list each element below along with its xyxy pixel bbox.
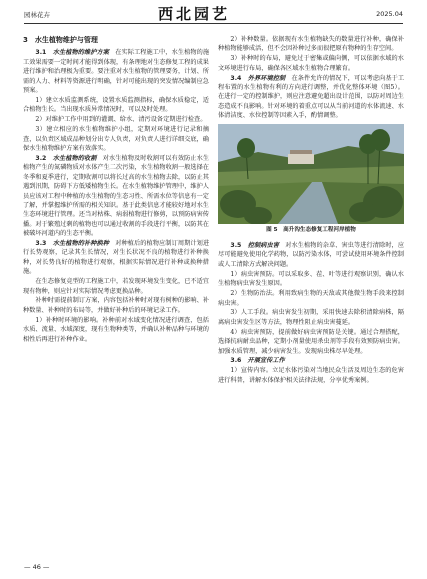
subsection-number: 3.3 — [35, 240, 47, 248]
paragraph-3-5 — [218, 241, 404, 269]
right-column — [218, 35, 404, 386]
paragraph-text: 对水生植物的杂草、害虫等进行清除时，应尽可能避免使用化学药物，以防污染水体，可尝试使用环境条件控制或人工清除方式解决问题。 — [218, 242, 405, 268]
paragraph: 2）补种数量。依据现有水生植物缺失的数量进行补种，确保补种植物能够成活，但不会因补种过多而很把原有物种的生存空间。 — [218, 36, 404, 53]
subsection-number: 3.1 — [35, 49, 47, 57]
paragraph: 1）宣传内容。立足水体污染对当地民众生活及周边生态的危害进行科普，讲解水体保护相关法律法规，分享优秀案例。 — [218, 367, 404, 384]
subsection-title: 控制病虫害 — [247, 242, 279, 250]
paragraph: 1）补种时环境的影响。补种前对水域变化情况进行调查，包括水质、流量、水域深度，现有生物种类等，并确认补种品种与环境的相性后再进行补种作业。 — [23, 316, 209, 343]
paragraph: 2）对维护工作中用到的灌溉、给水、清污设备定期进行检查。 — [35, 116, 207, 124]
paragraph-text: 对水生植物及时收割可以有效防止水生植物产生的氮磷物质对水体产生二次污染，水生植物收割一般选择在冬季和夏季进行，定期收割可以将长过高的水生植物去除，以防止其遇到汛期，防碍下方低矮植物生长。在水生植物维护管理中，维护人员应该对工程中种植的水生植物的生态习性、所需水位等信息有一定了解，并掌握维护所需的相关知识。基于此类信息才能较好地对水生生态环境进行管理。还当对枯株、病弱植物进行修剪，以预防病害传播。对于繁殖过剩的植物也可以通过收割的手段进行平衡，以防其在被破坏河道内的生态平衡。 — [23, 154, 210, 238]
subsection-number: 3.4 — [230, 74, 242, 82]
subsection-title: 开展宣传工作 — [247, 357, 285, 365]
subsection-title: 水生植物的补种换种 — [52, 240, 109, 248]
issue-number: 2025.04 — [376, 10, 403, 18]
subsection-title: 外界环境控制 — [247, 74, 286, 82]
paragraph-3-1 — [23, 48, 209, 95]
header-rule — [24, 23, 403, 24]
section-heading: 3 水生植物维护与管理 — [23, 36, 98, 44]
paragraph: 3）补种时的布局，避免过于密集或偏向侧，可以依据水域的水文环境进行布局，确保各区域水生植物合理繁育。 — [218, 55, 404, 72]
riverbank-photo-illustration — [218, 124, 404, 224]
subsection-title: 水生植物的收割 — [52, 154, 97, 162]
subsection-number: 3.5 — [230, 242, 242, 250]
journal-logo: 西北园艺 — [158, 5, 231, 23]
paragraph-text: 在条件允许的情况下，可以考虑向基于工程布置的水生植物有利的方向进行调整，并优化整体环境（图5）。在进行一定的控制维护，则应注意避免超出设计范围，以防对周边生态造成不良影响。针对环境的着重点可以从当前河道的水体流速、水体清洁度、水位控制等因素入手，酌情调整。 — [218, 74, 405, 120]
paragraph-3-3 — [23, 239, 209, 277]
paragraph-3-2 — [23, 154, 209, 239]
paragraph: 3）人工手段。病虫害发生初期，采用快速去除积清除病株，隔离病虫害发生区等方法，物理性阻止病虫害蔓延。 — [218, 309, 404, 326]
paragraph-3-4 — [218, 74, 404, 121]
riverbank-plants-photo — [218, 124, 404, 224]
paragraph: 3）建立相应的水生植物维护小组，定期对环境进行记录和摘查，以负责区域成品种划分出专人负责，对负责人进行详细交底，确保水生植物维护方案有效落实。 — [23, 126, 209, 152]
paragraph: 在生态修复竞型的工程施工中，若发现环境发生变化，已不适宜现有物种，则应针对实际情况考虑更换品种。 — [23, 278, 209, 295]
paragraph: 4）病虫害预防，提前做好病虫害预防是关键。通过合理搭配，选择抗病耐虫品种，定期小剂量使用杀虫剂等手段有效预防病虫害。加强水质管理，减少病害发生。发现病虫株尽早处理。 — [218, 328, 404, 355]
journal-column-name: 园林花卉 — [24, 11, 50, 19]
paragraph-text: 对种植后的植物应制订周期计划进行长势观察，记录其生长情况，对生长状况不良的植物进行补种换种，对长势良好的植物进行观察，根据实际情况进行补种或换种措施。 — [23, 240, 210, 276]
page-number: — 46 — — [24, 563, 50, 571]
paragraph-3-6 — [218, 356, 404, 365]
subsection-number: 3.2 — [35, 154, 47, 162]
paragraph: 2）生物防治法。利用致病生物的天敌或其他微生物手段来控制病虫害。 — [218, 290, 404, 307]
paragraph: 1）病虫害预防。可以采取多、茬、叶等进行观察识别，确认水生植物病虫害发生原因。 — [218, 270, 404, 288]
subsection-title: 水生植物的维护方案 — [52, 49, 109, 57]
subsection-number: 3.6 — [230, 357, 242, 365]
paragraph: 补种时需提前制订方案，内容包括补种时对现有树种的影响、补种数量、补种时的布局等，并做好补种后的环境记录工作。 — [23, 297, 209, 314]
left-column — [23, 35, 209, 345]
paragraph: 1）建立水质监测系统，设置水质监测指标，确保水质稳定，适合植物生长。当出现水质异常情况时，可以及时处理。 — [23, 96, 209, 114]
figure-caption: 图 5 高升沟生态修复工程河岸植物 — [266, 226, 356, 233]
paragraph-text: 在实际工程施工中，水生植物的施工效果需要一定时间才能得到体现，有条理地对生态修复工程的成果进行维护和治理极为重要。要注重对水生植物的管理要务，计划、所需的人力、材料等资源进行明确，针对可能出现的突发情况编制应急预案。 — [23, 49, 210, 95]
